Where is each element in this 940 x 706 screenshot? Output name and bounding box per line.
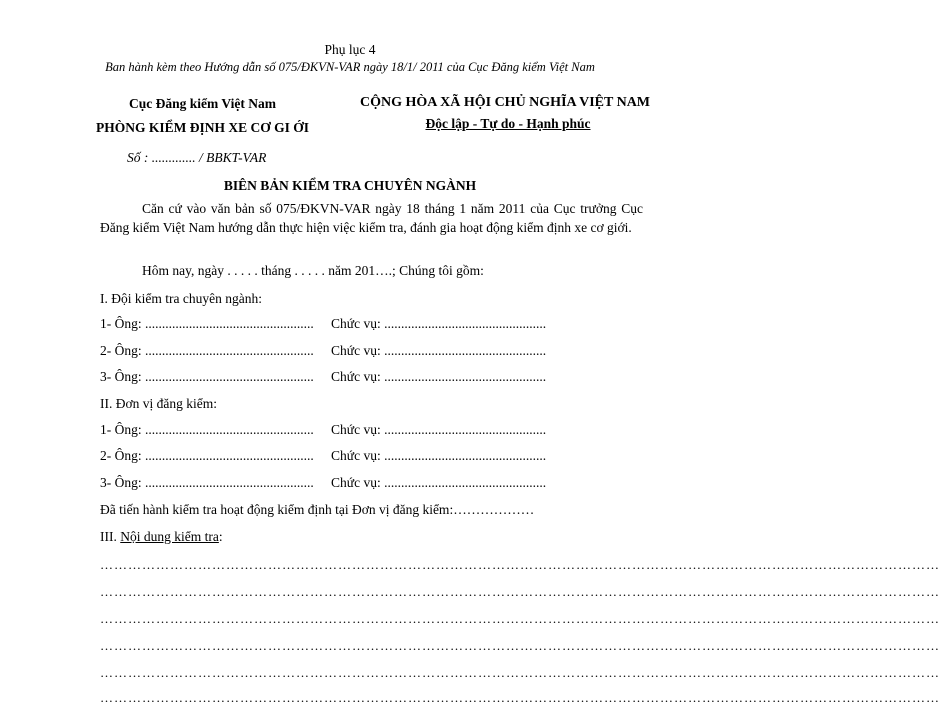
section2-row3-position: Chức vụ: ................................................	[331, 475, 547, 490]
section2-heading: II. Đơn vị đăng kiểm:	[100, 396, 217, 411]
content-line-2: ………………………………………………………………………………………………………………………………………………………………	[100, 584, 940, 599]
nation-motto: Độc lập - Tự do - Hạnh phúc	[425, 116, 591, 131]
section2-row1-name: 1- Ông: ..................................................	[100, 422, 314, 437]
section1-row1-position: Chức vụ: ................................................	[331, 316, 547, 331]
section1-heading: I. Đội kiểm tra chuyên ngành:	[100, 291, 262, 306]
section3-colon: :	[218, 529, 223, 544]
section1-row2-name: 2- Ông: ..................................................	[100, 343, 314, 358]
section1-row2-position: Chức vụ: ................................................	[331, 343, 547, 358]
appendix-title: Phụ lục 4	[324, 42, 376, 57]
appendix-subtitle: Ban hành kèm theo Hướng dẫn số 075/ĐKVN-VAR ngày 18/1/ 2011 của Cục Đăng kiểm Việt Nam	[105, 60, 595, 74]
content-line-1: ………………………………………………………………………………………………………………………………………………………………	[100, 557, 940, 572]
content-line-4: ………………………………………………………………………………………………………………………………………………………………	[100, 638, 940, 653]
section2-row2-name: 2- Ông: ..................................................	[100, 448, 314, 463]
section3-heading-group	[100, 529, 223, 545]
intro-paragraph: Căn cứ vào văn bản số 075/ĐKVN-VAR ngày 18 tháng 1 năm 2011 của Cục trưởng Cục Đăng kiểm Việt Nam hướng dẫn thực hiện việc kiểm tra, đánh gia hoạt động kiểm định xe cơ giới.	[100, 201, 643, 235]
section3-number: III.	[100, 529, 117, 544]
content-line-3: ………………………………………………………………………………………………………………………………………………………………	[100, 611, 940, 626]
content-line-6: ………………………………………………………………………………………………………………………………………………………………	[100, 690, 940, 705]
inspection-line: Đã tiến hành kiểm tra hoạt động kiểm định tại Đơn vị đăng kiểm:………………	[100, 502, 535, 517]
content-line-5: ………………………………………………………………………………………………………………………………………………………………	[100, 665, 940, 680]
nation-title: CỘNG HÒA XÃ HỘI CHỦ NGHĨA VIỆT NAM	[360, 95, 651, 110]
document-number: Số : ............. / BBKT-VAR	[127, 150, 267, 165]
department-name: PHÒNG KIỂM ĐỊNH XE CƠ GI ỚI	[95, 120, 309, 135]
section2-row1-position: Chức vụ: ................................................	[331, 422, 547, 437]
section1-row3-name: 3- Ông: ..................................................	[100, 369, 314, 384]
section1-row3-position: Chức vụ: ................................................	[331, 369, 547, 384]
date-line: Hôm nay, ngày . . . . . tháng . . . . . năm 201….; Chúng tôi gồm:	[142, 263, 484, 278]
section1-row1-name: 1- Ông: ..................................................	[100, 316, 314, 331]
document-title: BIÊN BẢN KIỂM TRA CHUYÊN NGÀNH	[223, 178, 477, 193]
section3-heading: Nội dung kiểm tra	[120, 529, 219, 544]
section2-row3-name: 3- Ông: ..................................................	[100, 475, 314, 490]
section2-row2-position: Chức vụ: ................................................	[331, 448, 547, 463]
agency-name: Cục Đăng kiểm Việt Nam	[129, 96, 276, 111]
